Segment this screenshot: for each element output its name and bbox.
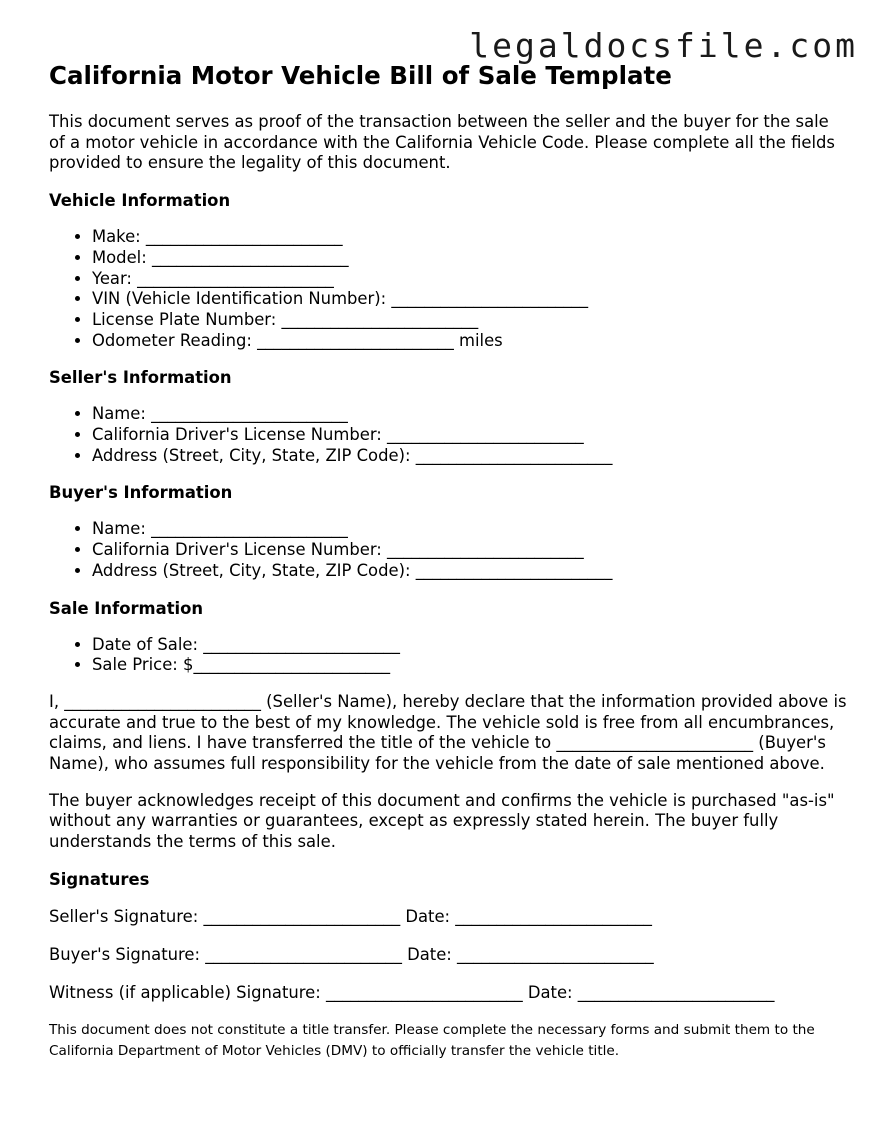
buyer-info-heading: Buyer's Information: [49, 483, 233, 503]
seller-info-heading: Seller's Information: [49, 368, 232, 388]
buyer-license-field: • California Driver's License Number: ________________________: [92, 540, 849, 561]
vehicle-vin-field: • VIN (Vehicle Identification Number): ________________________: [92, 289, 849, 310]
sale-info-list: [49, 635, 849, 676]
intro-paragraph: This document serves as proof of the transaction between the seller and the buyer for the sale of a motor vehicle in accordance with the California Vehicle Code. Please complete all the fields provided to ensure the legality of this document.: [49, 112, 835, 173]
sale-date-field: • Date of Sale: ________________________: [92, 635, 849, 656]
document-page: [49, 60, 849, 1062]
footer-note: This document does not constitute a title transfer. Please complete the necessary forms and submit them to the California Department of Motor Vehicles (DMV) to officially transfer the vehicle title.: [49, 1021, 815, 1059]
sale-info-heading: Sale Information: [49, 598, 204, 618]
vehicle-odometer-field: • Odometer Reading: ________________________ miles: [92, 331, 849, 352]
buyer-name-field: • Name: ________________________: [92, 519, 849, 540]
seller-name-field: • Name: ________________________: [92, 404, 849, 425]
signatures-heading: Signatures: [49, 869, 150, 889]
document-title: California Motor Vehicle Bill of Sale Template: [49, 61, 672, 90]
acknowledgment-paragraph: The buyer acknowledges receipt of this document and confirms the vehicle is purchased "as-is" without any warranties or guarantees, except as expressly stated herein. The buyer fully understands the terms of this sale.: [49, 790, 835, 852]
seller-address-field: • Address (Street, City, State, ZIP Code): ________________________: [92, 446, 849, 467]
vehicle-plate-field: • License Plate Number: ________________________: [92, 310, 849, 331]
buyer-signature-line: Buyer's Signature: ________________________ Date: ________________________: [49, 944, 654, 964]
declaration-paragraph: I, ________________________ (Seller's Name), hereby declare that the information provided above is accurate and true to the best of my knowledge. The vehicle sold is free from all encumbrances, claims, and liens. I have transferred the title of the vehicle to ________________________ (Buyer's Name), who assumes full responsibility for the vehicle from the date of sale mentioned above.: [49, 691, 847, 774]
seller-info-list: [49, 404, 849, 466]
vehicle-info-heading: Vehicle Information: [49, 191, 231, 211]
vehicle-make-field: • Make: ________________________: [92, 227, 849, 248]
buyer-info-list: [49, 519, 849, 581]
buyer-address-field: • Address (Street, City, State, ZIP Code): ________________________: [92, 561, 849, 582]
seller-signature-line: Seller's Signature: ________________________ Date: ________________________: [49, 906, 652, 926]
vehicle-year-field: • Year: ________________________: [92, 269, 849, 290]
vehicle-model-field: • Model: ________________________: [92, 248, 849, 269]
watermark: legaldocsfile.com: [469, 26, 858, 65]
vehicle-info-list: [49, 227, 849, 351]
seller-license-field: • California Driver's License Number: ________________________: [92, 425, 849, 446]
witness-signature-line: Witness (if applicable) Signature: ________________________ Date: ________________________: [49, 982, 775, 1002]
sale-price-field: • Sale Price: $________________________: [92, 655, 849, 676]
